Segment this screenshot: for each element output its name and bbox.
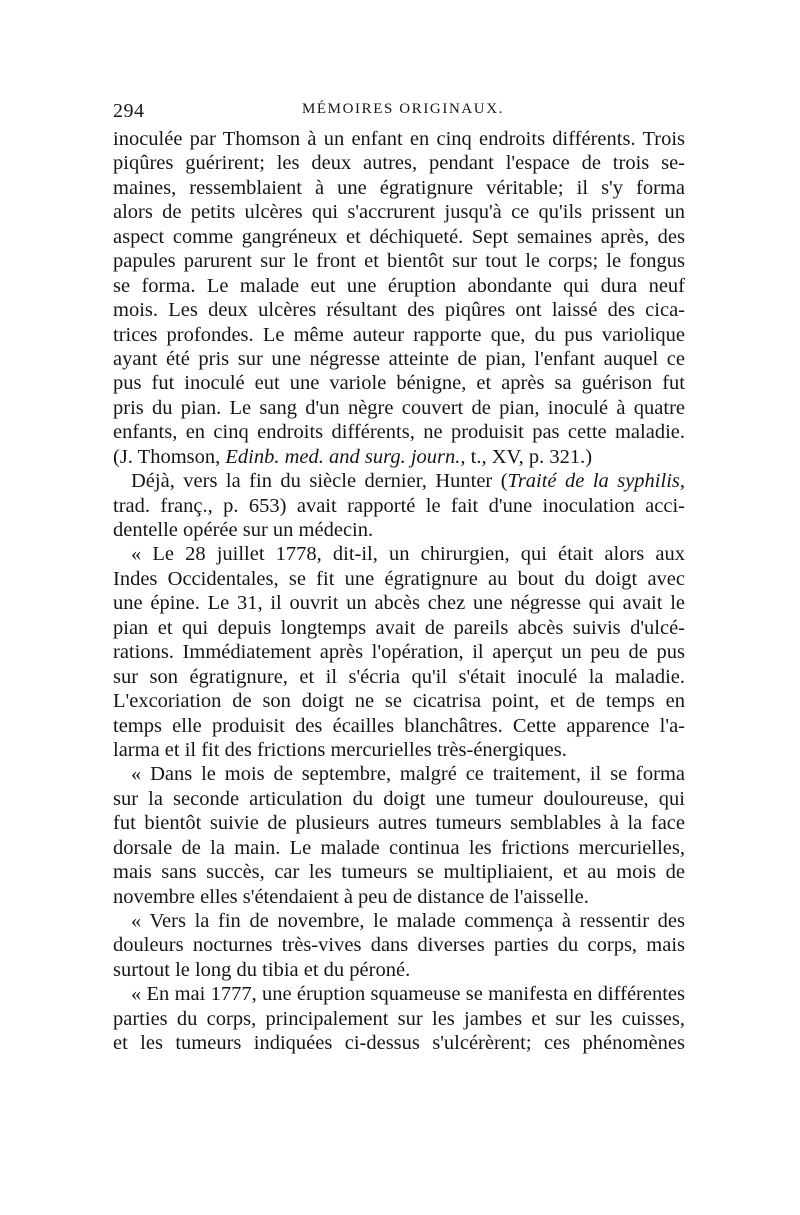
text-line: douleurs nocturnes très-vives dans diverses parties du corps, mais bbox=[113, 934, 685, 957]
text-line: rations. Immédiatement après l'opération, il aperçut un peu de pus bbox=[113, 641, 685, 664]
text-line: ayant été pris sur une négresse atteinte de pian, l'enfant auquel ce bbox=[113, 347, 685, 370]
body-text bbox=[113, 127, 685, 1056]
text-line: fut bientôt suivie de plusieurs autres tumeurs semblables à la face bbox=[113, 812, 685, 835]
page-number: 294 bbox=[113, 100, 145, 122]
text-line: « Le 28 juillet 1778, dit-il, un chirurgien, qui était alors aux bbox=[131, 543, 685, 566]
text-line: trices profondes. Le même auteur rapporte que, du pus variolique bbox=[113, 323, 685, 346]
text-line: sur son égratignure, et il s'écria qu'il s'était inoculé la maladie. bbox=[113, 665, 685, 688]
text-line: papules parurent sur le front et bientôt sur tout le corps; le fongus bbox=[113, 250, 685, 273]
text-line: piqûres guérirent; les deux autres, pendant l'espace de trois se- bbox=[113, 152, 685, 175]
text-line: novembre elles s'étendaient à peu de distance de l'aisselle. bbox=[113, 885, 589, 908]
text-line: sur la seconde articulation du doigt une tumeur douloureuse, qui bbox=[113, 787, 685, 810]
text-line: Indes Occidentales, se fit une égratignure au bout du doigt avec bbox=[113, 567, 685, 590]
text-line: parties du corps, principalement sur les jambes et sur les cuisses, bbox=[113, 1007, 685, 1030]
text-line: « Vers la fin de novembre, le malade commença à ressentir des bbox=[131, 910, 685, 932]
text-line: pian et qui depuis longtemps avait de pareils abcès suivis d'ulcé- bbox=[113, 616, 685, 639]
text-line: dentelle opérée sur un médecin. bbox=[113, 519, 374, 541]
text-span: (J. Thomson, bbox=[113, 445, 226, 468]
text-line bbox=[113, 445, 685, 469]
text-line: enfants, en cinq endroits différents, ne produisit pas cette maladie. bbox=[113, 421, 685, 444]
text-line: inoculée par Thomson à un enfant en cinq endroits différents. Trois bbox=[113, 128, 685, 150]
text-span: , t., XV, p. 321.) bbox=[460, 445, 593, 468]
text-line: larma et il fit des frictions mercurielles très-énergiques. bbox=[113, 738, 567, 761]
text-span: Déjà, vers la fin du siècle dernier, Hunter ( bbox=[131, 470, 508, 493]
text-line: pris du pian. Le sang d'un nègre couvert de pian, inoculé à quatre bbox=[113, 396, 685, 419]
running-head: MÉMOIRES ORIGINAUX. bbox=[301, 101, 505, 117]
text-line: mois. Les deux ulcères résultant des piqûres ont laissé des cica- bbox=[113, 299, 685, 322]
text-line bbox=[113, 469, 685, 493]
page-header bbox=[113, 100, 693, 124]
text-line: temps elle produisit des écailles blanchâtres. Cette apparence l'a- bbox=[113, 714, 685, 737]
text-line: mais sans succès, car les tumeurs se multipliaient, et au mois de bbox=[113, 861, 685, 884]
text-line: et les tumeurs indiquées ci-dessus s'ulcérèrent; ces phénomènes bbox=[113, 1032, 685, 1055]
text-line: alors de petits ulcères qui s'accrurent jusqu'à ce qu'ils prissent un bbox=[113, 201, 685, 224]
text-line: « En mai 1777, une éruption squameuse se manifesta en différentes bbox=[131, 983, 685, 1006]
text-line: L'excoriation de son doigt ne se cicatrisa point, et de temps en bbox=[113, 690, 685, 713]
text-line: dorsale de la main. Le malade continua les frictions mercurielles, bbox=[113, 836, 685, 859]
text-line: aspect comme gangréneux et déchiqueté. Sept semaines après, des bbox=[113, 225, 685, 248]
text-line: « Dans le mois de septembre, malgré ce traitement, il se forma bbox=[131, 763, 685, 786]
text-line: une épine. Le 31, il ouvrit un abcès chez une négresse qui avait le bbox=[113, 592, 685, 615]
text-line: se forma. Le malade eut une éruption abondante qui dura neuf bbox=[113, 274, 685, 297]
text-line: surtout le long du tibia et du péroné. bbox=[113, 958, 411, 981]
text-line: pus fut inoculé eut une variole bénigne, et après sa guérison fut bbox=[113, 372, 685, 395]
italic-citation: Traité de la syphilis, bbox=[507, 470, 685, 493]
text-line: maines, ressemblaient à une égratignure véritable; il s'y forma bbox=[113, 176, 685, 199]
text-line: trad. franç., p. 653) avait rapporté le fait d'une inoculation acci- bbox=[113, 494, 685, 517]
italic-citation: Edinb. med. and surg. journ. bbox=[225, 445, 461, 468]
